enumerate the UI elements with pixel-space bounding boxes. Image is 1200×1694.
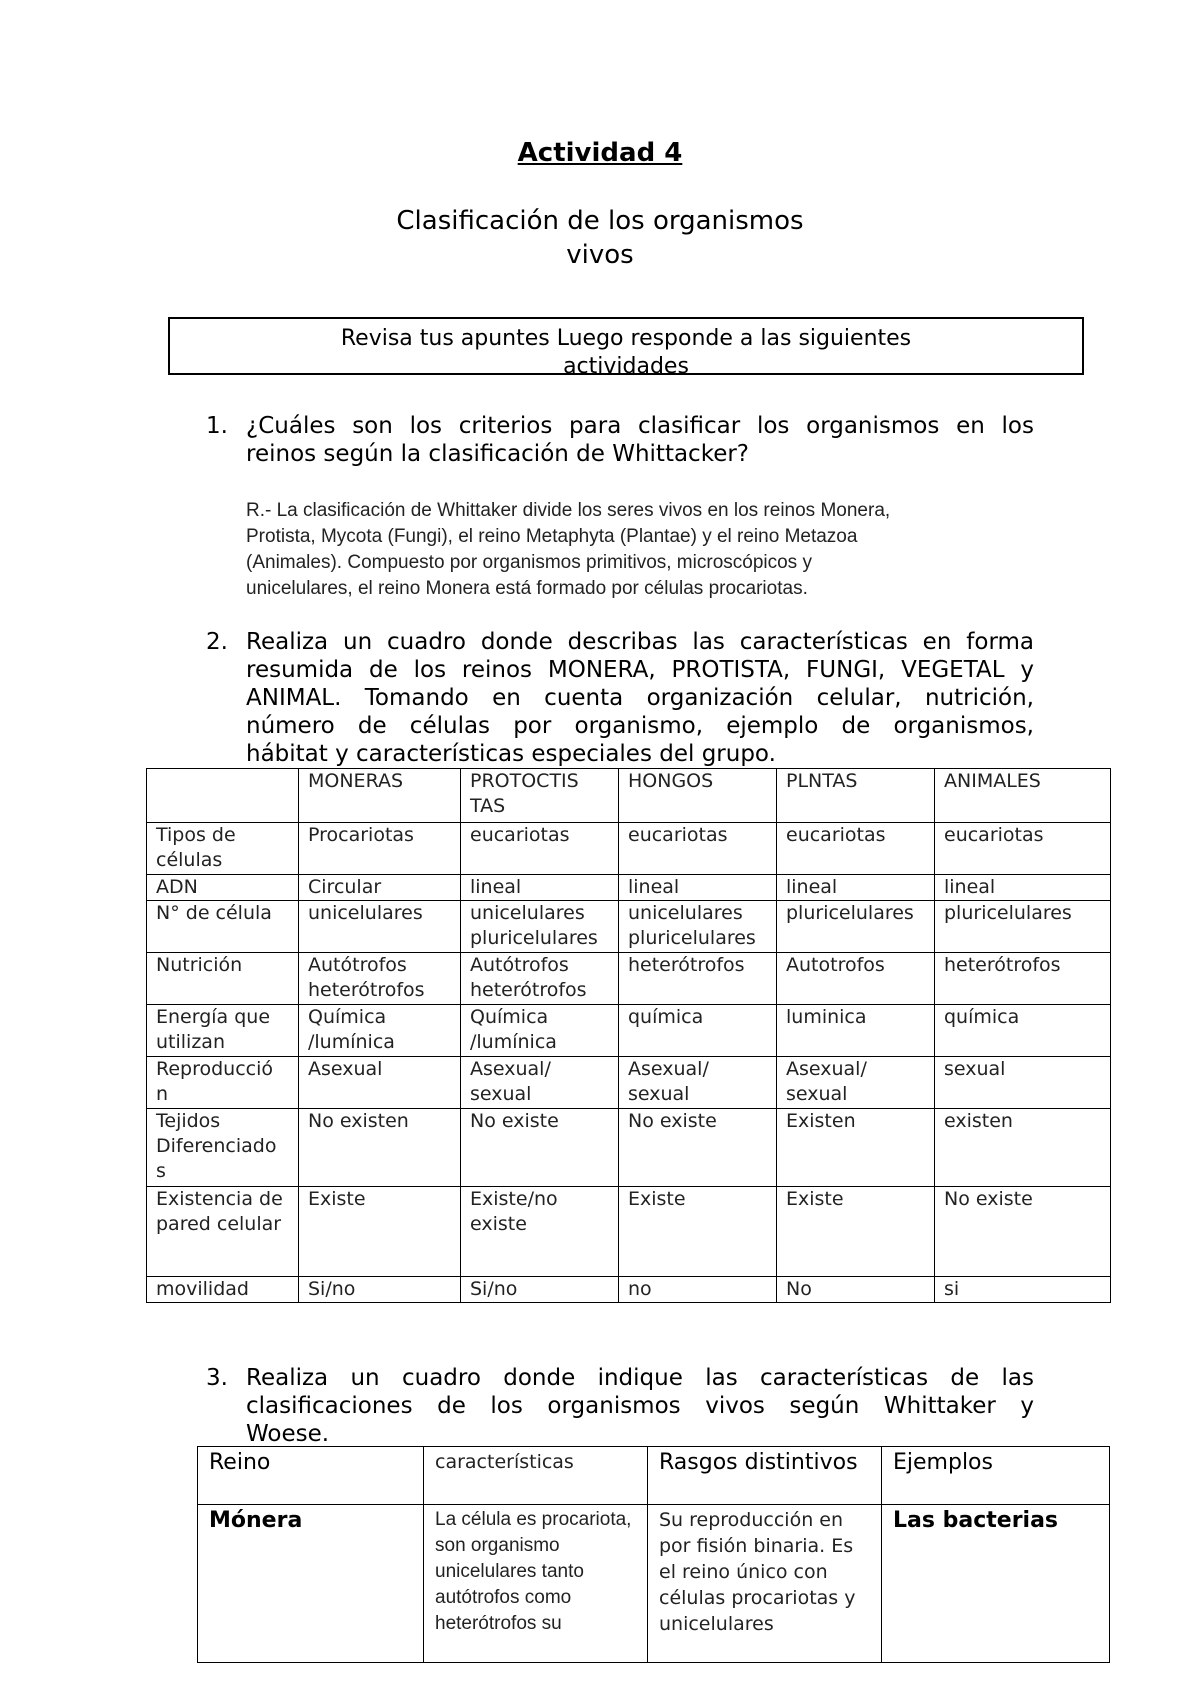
table-cell: Existe: [299, 1187, 461, 1277]
table-row: [147, 901, 1111, 953]
instruction-box: [168, 317, 1084, 375]
table-cell: Química /lumínica: [461, 1005, 619, 1057]
table-header-cell: Reino: [198, 1447, 424, 1505]
table-header-row: [147, 769, 1111, 823]
instruction-line: actividades: [563, 354, 689, 375]
table-row: [147, 1187, 1111, 1277]
table-header-cell: Rasgos distintivos: [648, 1447, 882, 1505]
table-cell: Química /lumínica: [299, 1005, 461, 1057]
table-cell: Reproducció n: [147, 1057, 299, 1109]
answer-1: [246, 498, 1046, 602]
question-line: resumida de los reinos MONERA, PROTISTA, FUNGI, VEGETAL y: [246, 657, 1034, 683]
table-cell: eucariotas: [935, 823, 1111, 875]
table-cell: eucariotas: [777, 823, 935, 875]
table-cell: N° de célula: [147, 901, 299, 953]
table-cell: Mónera: [198, 1505, 424, 1663]
question-2: [206, 628, 1034, 768]
table-cell: pluricelulares: [777, 901, 935, 953]
table-cell: Autótrofos heterótrofos: [299, 953, 461, 1005]
page-title: Actividad 4: [517, 138, 683, 168]
table-cell: no: [619, 1277, 777, 1303]
table-cell: ADN: [147, 875, 299, 901]
table-cell: No existe: [935, 1187, 1111, 1277]
question-line: ANIMAL. Tomando en cuenta organización celular, nutrición,: [246, 685, 1034, 711]
instruction-line: Revisa tus apuntes Luego responde a las siguientes: [340, 326, 912, 351]
classification-table: [197, 1446, 1110, 1663]
table-row: [147, 953, 1111, 1005]
table-cell: sexual: [935, 1057, 1111, 1109]
table-cell: lineal: [619, 875, 777, 901]
table-cell: lineal: [461, 875, 619, 901]
table-cell: La célula es procariota, son organismo unicelulares tanto autótrofos como heterótrofos su: [424, 1505, 648, 1663]
table-cell: pluricelulares: [935, 901, 1111, 953]
table-cell: Nutrición: [147, 953, 299, 1005]
table-row: [147, 1277, 1111, 1303]
table-cell: Energía que utilizan: [147, 1005, 299, 1057]
table-cell: Asexual/ sexual: [619, 1057, 777, 1109]
answer-line: unicelulares, el reino Monera está formado por células procariotas.: [246, 578, 808, 599]
table-header-cell: Ejemplos: [882, 1447, 1110, 1505]
question-line: Realiza un cuadro donde describas las características en forma: [246, 629, 1034, 655]
subtitle-line: vivos: [566, 240, 634, 270]
question-line: reinos según la clasificación de Whittacker?: [246, 441, 750, 467]
table-row: [198, 1505, 1110, 1663]
table-cell: Asexual/ sexual: [777, 1057, 935, 1109]
table-cell: Existe: [777, 1187, 935, 1277]
table-header-cell: ANIMALES: [935, 769, 1111, 823]
table-cell: luminica: [777, 1005, 935, 1057]
table-header-row: [198, 1447, 1110, 1505]
table-cell: No existe: [461, 1109, 619, 1187]
table-cell: Tejidos Diferenciado s: [147, 1109, 299, 1187]
table-cell: movilidad: [147, 1277, 299, 1303]
question-line: Woese.: [246, 1421, 330, 1447]
table-cell: Existencia de pared celular: [147, 1187, 299, 1277]
table-header-cell: características: [424, 1447, 648, 1505]
question-number: 1.: [206, 413, 228, 439]
table-cell: química: [935, 1005, 1111, 1057]
table-cell: Existe/no existe: [461, 1187, 619, 1277]
table-cell: unicelulares pluricelulares: [461, 901, 619, 953]
question-number: 2.: [206, 629, 228, 655]
table-cell: No: [777, 1277, 935, 1303]
answer-line: Protista, Mycota (Fungi), el reino Metaphyta (Plantae) y el reino Metazoa: [246, 526, 858, 547]
table-header-cell: PLNTAS: [777, 769, 935, 823]
table-cell: No existe: [619, 1109, 777, 1187]
question-line: número de células por organismo, ejemplo de organismos,: [246, 713, 1034, 739]
table-cell: eucariotas: [619, 823, 777, 875]
table-cell: Autotrofos: [777, 953, 935, 1005]
table-cell: eucariotas: [461, 823, 619, 875]
table-header-cell: MONERAS: [299, 769, 461, 823]
table-cell: heterótrofos: [619, 953, 777, 1005]
answer-line: (Animales). Compuesto por organismos primitivos, microscópicos y: [246, 552, 812, 573]
question-1: [206, 412, 1034, 468]
table-cell: Circular: [299, 875, 461, 901]
table-row: [147, 1005, 1111, 1057]
kingdoms-table: [146, 768, 1111, 1303]
table-cell: heterótrofos: [935, 953, 1111, 1005]
table-cell: Existe: [619, 1187, 777, 1277]
table-cell: unicelulares: [299, 901, 461, 953]
table-cell: Si/no: [299, 1277, 461, 1303]
table-cell: Procariotas: [299, 823, 461, 875]
table-cell: Existen: [777, 1109, 935, 1187]
question-line: hábitat y características especiales del grupo.: [246, 741, 776, 767]
table-row: [147, 1109, 1111, 1187]
table-cell: Su reproducción en por fisión binaria. Es el reino único con células procariotas y unicelulares: [648, 1505, 882, 1663]
table-cell: lineal: [935, 875, 1111, 901]
table-cell: existen: [935, 1109, 1111, 1187]
subtitle-line: Clasificación de los organismos: [396, 206, 804, 236]
table-header-cell: [147, 769, 299, 823]
table-row: [147, 1057, 1111, 1109]
table-header-cell: PROTOCTIS TAS: [461, 769, 619, 823]
question-3: [206, 1364, 1034, 1448]
question-line: ¿Cuáles son los criterios para clasificar los organismos en los: [246, 413, 1034, 439]
table-cell: Asexual/ sexual: [461, 1057, 619, 1109]
table-cell: unicelulares pluricelulares: [619, 901, 777, 953]
table-cell: lineal: [777, 875, 935, 901]
question-line: Realiza un cuadro donde indique las características de las: [246, 1365, 1034, 1391]
question-number: 3.: [206, 1365, 228, 1391]
table-cell: No existen: [299, 1109, 461, 1187]
table-cell: Las bacterias: [882, 1505, 1110, 1663]
question-line: clasificaciones de los organismos vivos según Whittaker y: [246, 1393, 1034, 1419]
table-cell: Autótrofos heterótrofos: [461, 953, 619, 1005]
page-subtitle: [0, 204, 1200, 272]
table-header-cell: HONGOS: [619, 769, 777, 823]
table-cell: si: [935, 1277, 1111, 1303]
table-cell: Asexual: [299, 1057, 461, 1109]
table-cell: Tipos de células: [147, 823, 299, 875]
table-cell: química: [619, 1005, 777, 1057]
table-cell: Si/no: [461, 1277, 619, 1303]
answer-line: R.- La clasificación de Whittaker divide los seres vivos en los reinos Monera,: [246, 500, 891, 521]
table-row: [147, 875, 1111, 901]
table-row: [147, 823, 1111, 875]
